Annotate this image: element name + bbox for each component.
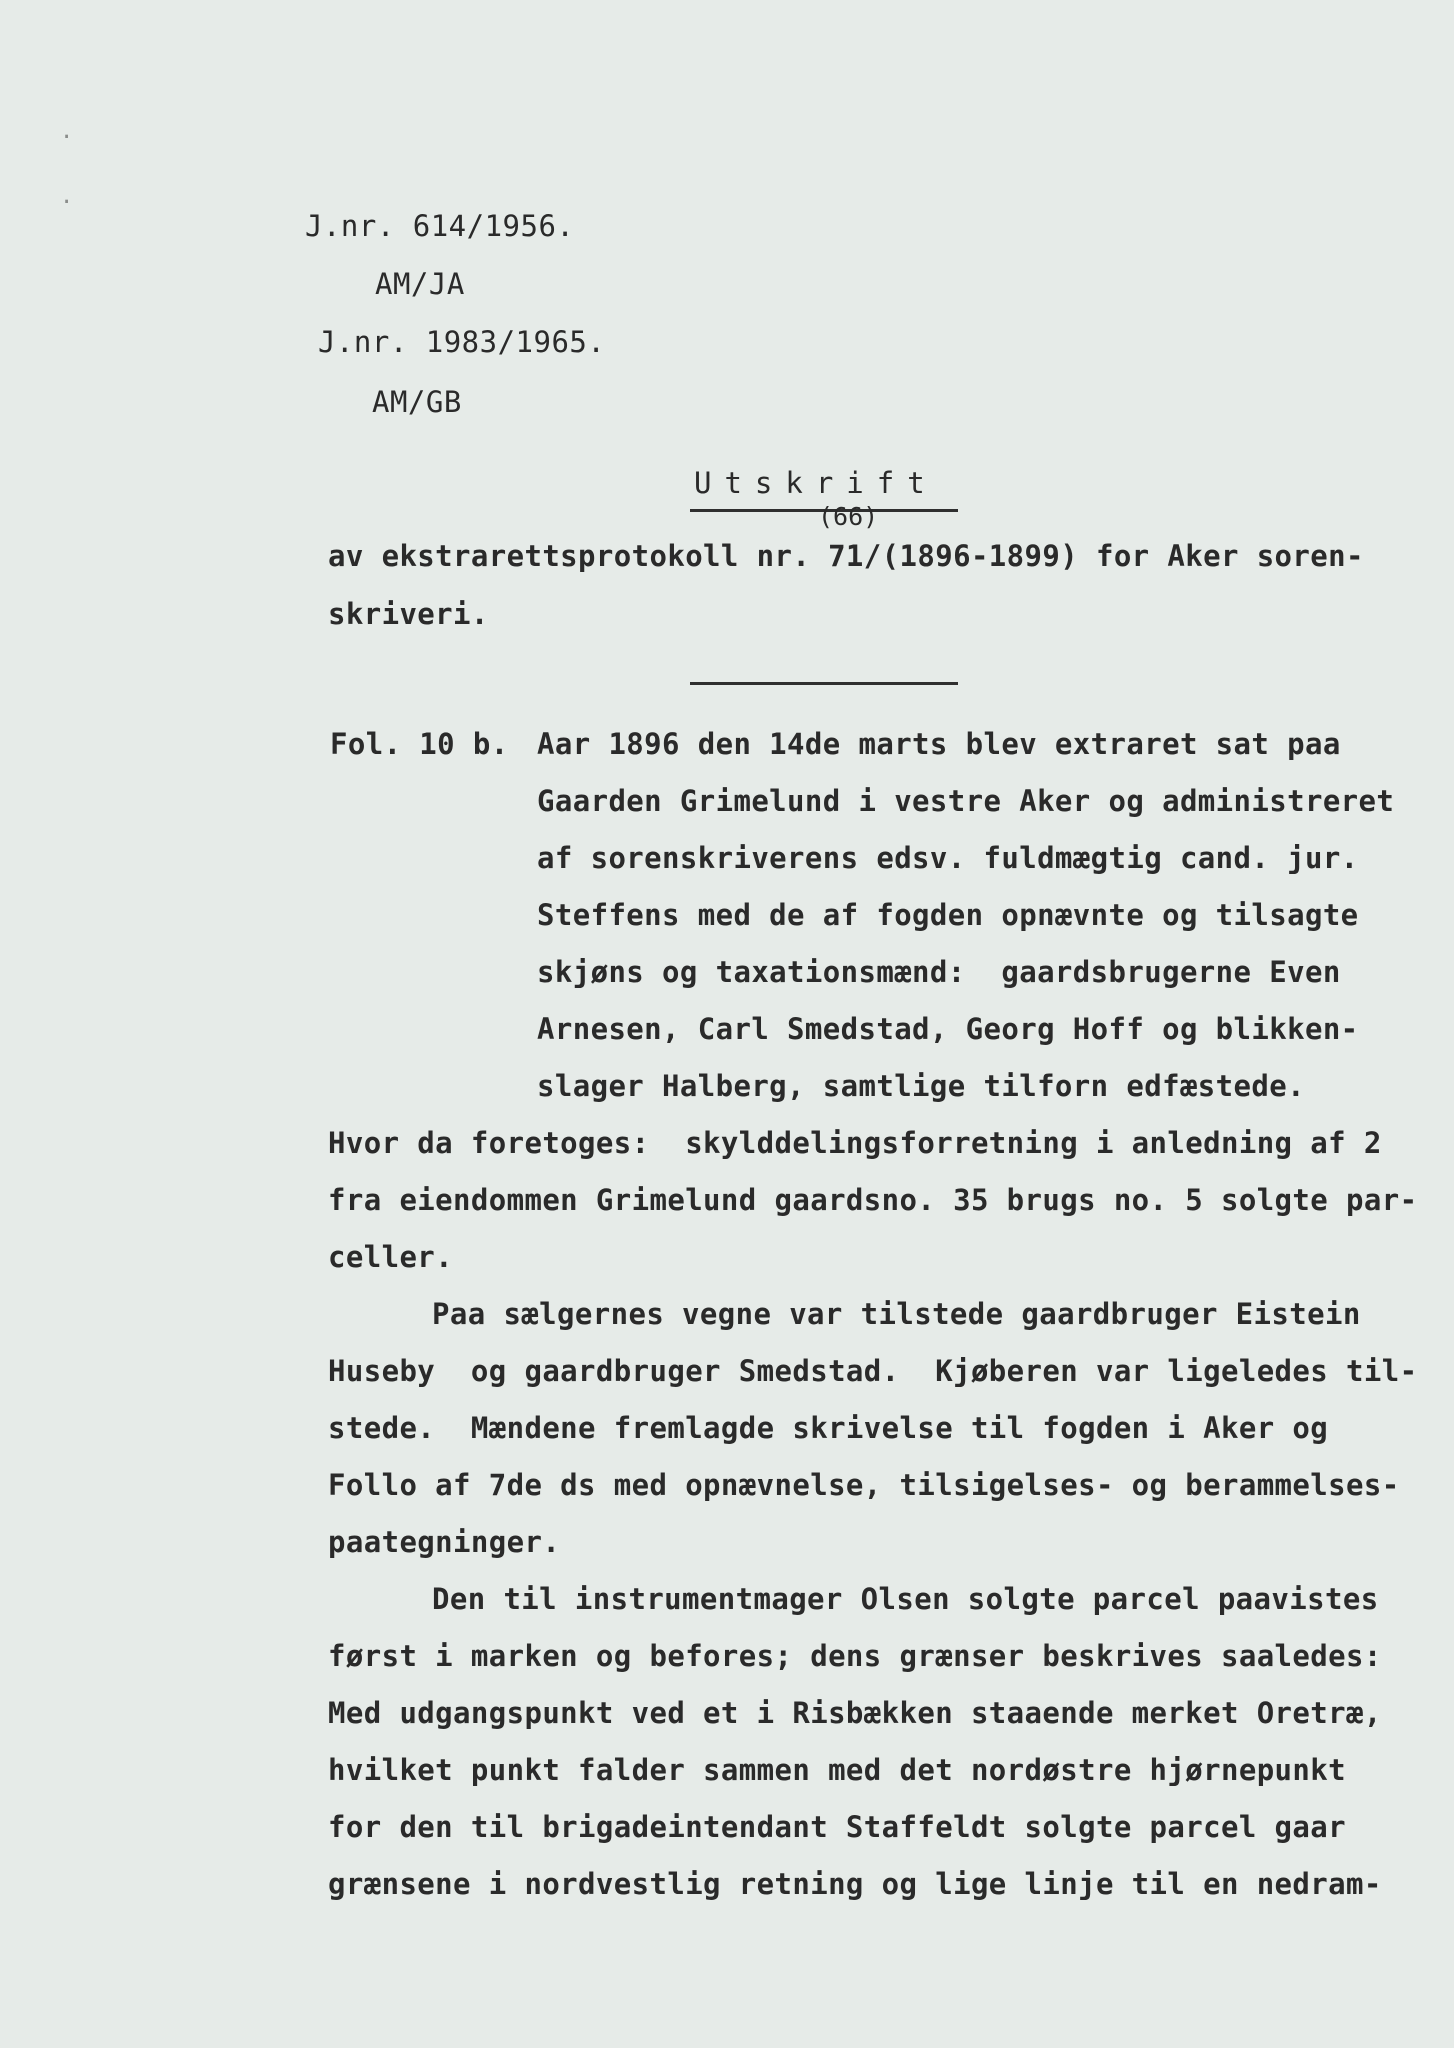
folio-label: Fol. 10 b. — [330, 727, 509, 761]
body-line: af sorenskriverens edsv. fuldmægtig cand. jur. — [537, 841, 1359, 875]
initials-2: AM/GB — [372, 385, 462, 419]
journal-ref-1: J.nr. 614/1956. — [305, 209, 575, 243]
body-line: celler. — [328, 1240, 454, 1274]
body-line: Follo af 7de ds med opnævnelse, tilsigelses- og berammelses- — [328, 1468, 1400, 1502]
body-line: hvilket punkt falder sammen med det nordøstre hjørnepunkt — [328, 1753, 1346, 1787]
body-line: Gaarden Grimelund i vestre Aker og administreret — [537, 784, 1395, 818]
body-line: slager Halberg, samtlige tilforn edfæstede. — [537, 1069, 1305, 1103]
subtitle-line: av ekstrarettsprotokoll nr. 71/(1896-1899) for Aker soren- — [328, 539, 1364, 573]
initials-1: AM/JA — [375, 267, 465, 301]
body-line: grænsene i nordvestlig retning og lige linje til en nedram- — [328, 1867, 1382, 1901]
separator-rule — [690, 682, 958, 685]
page-number: (66) — [818, 502, 879, 531]
margin-mark: · — [60, 125, 74, 150]
body-line: først i marken og befores; dens grænser beskrives saaledes: — [328, 1639, 1382, 1673]
journal-ref-2: J.nr. 1983/1965. — [318, 325, 606, 359]
body-line: Hvor da foretoges: skylddelingsforretning i anledning af 2 — [328, 1126, 1382, 1160]
body-line: fra eiendommen Grimelund gaardsno. 35 brugs no. 5 solgte par- — [328, 1183, 1418, 1217]
subtitle-line: skriveri. — [328, 597, 489, 631]
body-line: Aar 1896 den 14de marts blev extraret sat paa — [537, 727, 1341, 761]
body-line: Paa sælgernes vegne var tilstede gaardbruger Eistein — [432, 1297, 1361, 1331]
margin-mark: · — [60, 190, 74, 215]
body-line: Arnesen, Carl Smedstad, Georg Hoff og blikken- — [537, 1012, 1359, 1046]
body-line: Den til instrumentmager Olsen solgte parcel paavistes — [432, 1582, 1379, 1616]
body-line: skjøns og taxationsmænd: gaardsbrugerne Even — [537, 955, 1341, 989]
body-line: for den til brigadeintendant Staffeldt solgte parcel gaar — [328, 1810, 1346, 1844]
body-line: stede. Mændene fremlagde skrivelse til fogden i Aker og — [328, 1411, 1329, 1445]
body-line: Steffens med de af fogden opnævnte og tilsagte — [537, 898, 1359, 932]
body-line: Med udgangspunkt ved et i Risbækken staaende merket Oretræ, — [328, 1696, 1382, 1730]
body-line: paategninger. — [328, 1525, 561, 1559]
document-title: Utskrift — [694, 466, 938, 500]
body-line: Huseby og gaardbruger Smedstad. Kjøberen var ligeledes til- — [328, 1354, 1418, 1388]
